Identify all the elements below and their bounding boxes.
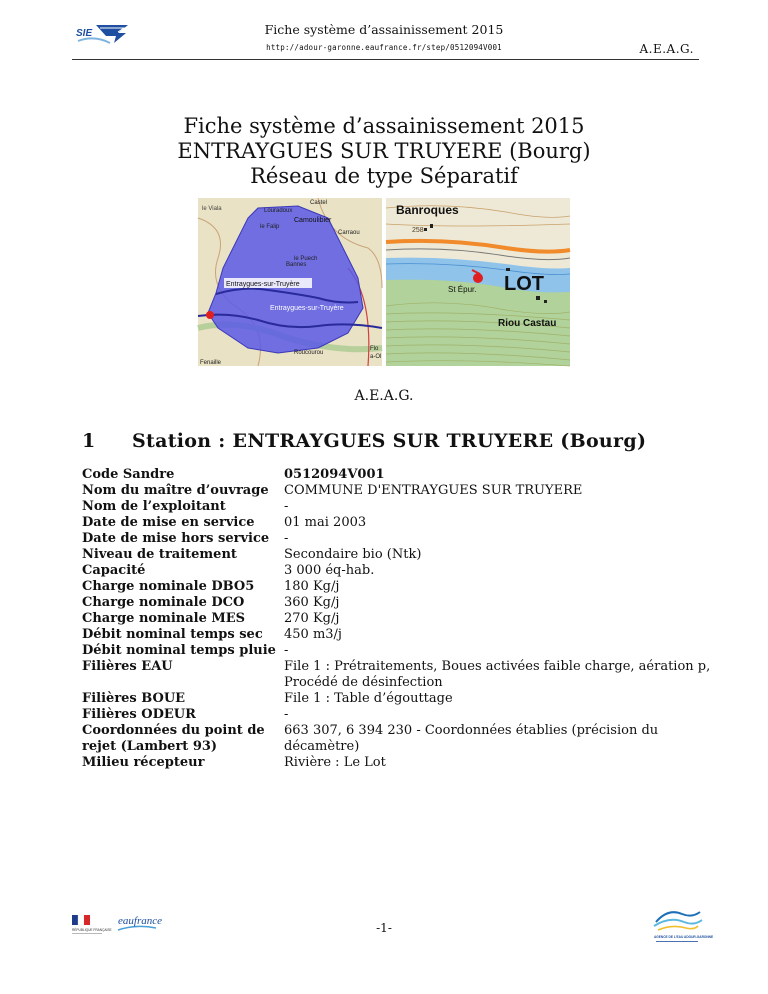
map-left-main-label: Entraygues-sur-Truyère: [226, 281, 300, 288]
title-line-1: Fiche système d’assainissement 2015: [183, 114, 585, 138]
row-value: File 1 : Table d’égouttage: [284, 691, 453, 706]
section-number: 1: [82, 430, 96, 452]
row-value: -: [284, 499, 289, 514]
row-key: Filières BOUE: [82, 691, 186, 706]
row-value: File 1 : Prétraitements, Boues activées faible charge, aération p, Procédé de désinfection: [284, 659, 711, 690]
row-key: Charge nominale MES: [82, 611, 246, 626]
row-key: Charge nominale DCO: [82, 595, 245, 610]
map-left-label: le Falip: [260, 224, 280, 230]
row-value: 01 mai 2003: [284, 515, 367, 530]
header-org: A.E.A.G.: [639, 42, 694, 56]
table-row: [82, 547, 722, 563]
map-left-label: Carraou: [338, 230, 360, 236]
table-row: [82, 643, 722, 659]
agence-adour-garonne-logo: [648, 904, 714, 946]
row-key: Code Sandre: [82, 467, 175, 482]
row-value: -: [284, 643, 289, 658]
map-left-label: a-Ol: [370, 354, 382, 360]
row-key: Débit nominal temps pluie: [82, 643, 276, 658]
map-right-label: Banroques: [396, 203, 459, 217]
title-line-2: ENTRAYGUES SUR TRUYERE (Bourg): [177, 139, 591, 163]
header-title: Fiche système d’assainissement 2015: [264, 22, 504, 37]
document-author: A.E.A.G.: [354, 388, 414, 404]
row-value: -: [284, 531, 289, 546]
agence-text: AGENCE DE L'EAU ADOUR-GARONNE: [654, 935, 714, 939]
row-value: 3 000 éq-hab.: [284, 563, 375, 578]
map-right-label: Riou Castau: [498, 318, 557, 329]
row-value: Secondaire bio (Ntk): [284, 547, 422, 562]
row-key: Capacité: [82, 563, 146, 578]
table-row: [82, 627, 722, 643]
section-title: Station : ENTRAYGUES SUR TRUYERE (Bourg): [132, 430, 647, 452]
row-key: Date de mise hors service: [82, 531, 270, 546]
map-right-label: St Épur.: [448, 285, 477, 294]
row-key: Niveau de traitement: [82, 547, 237, 562]
map-left-label: Flo: [370, 346, 379, 352]
table-row: [82, 515, 722, 531]
map-left-label: le Puech: [294, 256, 318, 262]
row-key: Nom du maître d’ouvrage: [82, 483, 269, 498]
map-right-label: 258: [412, 227, 424, 234]
map-left-label: Roucourou: [294, 350, 324, 356]
map-left-label: Louradoux: [264, 208, 293, 214]
row-value: 180 Kg/j: [284, 579, 340, 594]
row-value: Rivière : Le Lot: [284, 755, 386, 770]
rf-label: RÉPUBLIQUE FRANÇAISE: [72, 928, 112, 932]
map-right-river-label: LOT: [504, 273, 544, 295]
row-key: Date de mise en service: [82, 515, 255, 530]
catchment-map: [198, 198, 382, 366]
table-row: [82, 483, 722, 499]
map-left-label: Castel: [310, 200, 328, 206]
page-number: -1-: [376, 921, 392, 935]
title-line-3: Réseau de type Séparatif: [250, 164, 518, 188]
table-row: [82, 595, 722, 611]
topographic-map: [386, 198, 570, 366]
table-row: [82, 723, 722, 755]
station-info-table: [82, 467, 722, 771]
table-row: [82, 499, 722, 515]
row-key: Filières ODEUR: [82, 707, 196, 722]
row-value: 450 m3/j: [284, 627, 342, 642]
map-left-label: Fenaille: [200, 360, 222, 366]
row-key: Coordonnées du point de rejet (Lambert 93): [82, 723, 265, 754]
table-row: [82, 755, 722, 771]
row-key: Filières EAU: [82, 659, 173, 674]
eaufrance-text: eaufrance: [118, 915, 162, 927]
row-value: 0512094V001: [284, 467, 385, 482]
sie-logo-text: SIE: [76, 28, 93, 39]
document-title: [0, 114, 768, 189]
row-value: 360 Kg/j: [284, 595, 340, 610]
table-row: [82, 579, 722, 595]
table-row: [82, 611, 722, 627]
header-url[interactable]: http://adour-garonne.eaufrance.fr/step/0512094V001: [266, 43, 502, 52]
table-row: [82, 531, 722, 547]
row-key: Débit nominal temps sec: [82, 627, 263, 642]
row-value: COMMUNE D'ENTRAYGUES SUR TRUYERE: [284, 483, 583, 498]
table-row: [82, 467, 722, 483]
row-value: 270 Kg/j: [284, 611, 340, 626]
map-left-label: Bannes: [286, 262, 307, 268]
table-row: [82, 691, 722, 707]
map-left-label: Camoulibier: [294, 217, 332, 224]
row-value: -: [284, 707, 289, 722]
table-row: [82, 563, 722, 579]
table-row: [82, 659, 722, 691]
row-value: 663 307, 6 394 230 - Coordonnées établies (précision du décamètre): [284, 723, 659, 754]
row-key: Charge nominale DBO5: [82, 579, 255, 594]
row-key: Milieu récepteur: [82, 755, 205, 770]
row-key: Nom de l’exploitant: [82, 499, 226, 514]
table-row: [82, 707, 722, 723]
map-left-town-label: Entraygues-sur-Truyère: [270, 305, 344, 312]
header-divider: [72, 59, 699, 60]
map-left-label: le Viala: [202, 206, 222, 212]
